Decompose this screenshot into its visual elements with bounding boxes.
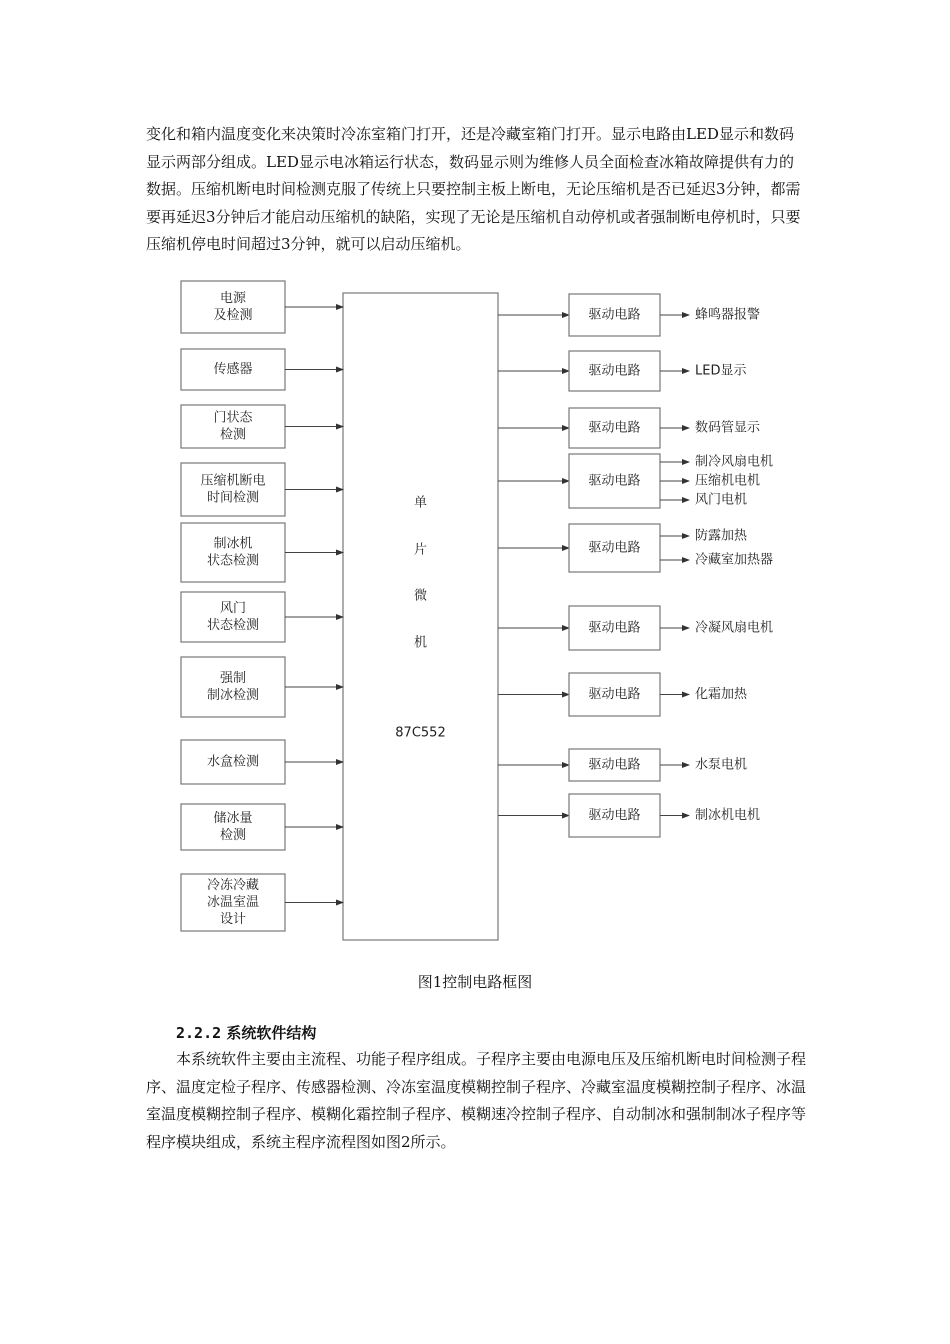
input-block	[181, 281, 285, 333]
driver-circuit-label: 驱动电路	[588, 420, 641, 436]
input-block-label: 冰温室温	[206, 895, 260, 910]
mcu-label-char: 片	[413, 542, 428, 558]
output-target-label: 制冷风扇电机	[695, 454, 774, 470]
figure-caption: 图1控制电路框图	[417, 973, 533, 991]
input-block	[181, 657, 285, 717]
output-target-label: 冷凝风扇电机	[695, 620, 774, 636]
mcu-model-label: 87C552	[395, 725, 446, 741]
driver-circuit-label: 驱动电路	[588, 757, 641, 773]
output-target-label: 制冰机电机	[695, 808, 761, 823]
section-title: 系统软件结构	[226, 1024, 317, 1042]
output-target-label: 冷藏室加热器	[695, 552, 774, 568]
input-block-label: 检测	[219, 427, 247, 443]
output-target-label: 防露加热	[695, 528, 748, 544]
input-block-label: 时间检测	[206, 490, 260, 506]
section-heading	[176, 1022, 316, 1043]
input-block-label: 风门	[219, 601, 247, 616]
mcu-label-char: 单	[413, 495, 428, 511]
output-target-label: 化霜加热	[695, 687, 748, 702]
driver-circuit-label: 驱动电路	[588, 540, 641, 556]
input-block-label: 检测	[219, 828, 247, 843]
input-block	[181, 523, 285, 582]
input-block-label: 状态检测	[206, 618, 260, 633]
driver-circuit-label: 驱动电路	[588, 687, 641, 702]
output-target-label: 风门电机	[695, 492, 748, 508]
output-target-label: 数码管显示	[695, 420, 761, 436]
driver-circuit-label: 驱动电路	[588, 473, 641, 489]
paragraph-software-structure: 本系统软件主要由主流程、功能子程序组成。子程序主要由电源电压及压缩机断电时间检测子程序、温度定检子程序、传感器检测、冷冻室温度模糊控制子程序、冷藏室温度模糊控制子程序、冰温室温度模糊控制子程序、模糊化霜控制子程序、模糊速冷控制子程序、自动制冰和强制制冰子程序等程序模块组成，系统主程序流程图如图2所示。	[146, 1050, 807, 1151]
input-block-label: 门状态	[213, 410, 253, 426]
mcu-label-char: 微	[413, 588, 428, 604]
driver-circuit-label: 驱动电路	[588, 307, 641, 323]
output-target-label: 压缩机电机	[695, 473, 761, 489]
input-block-label: 状态检测	[206, 553, 260, 569]
driver-circuit-label: 驱动电路	[588, 808, 641, 823]
input-block-label: 设计	[219, 912, 247, 927]
input-block-label: 储冰量	[213, 811, 253, 826]
paragraph-intro: 变化和箱内温度变化来决策时冷冻室箱门打开，还是冷藏室箱门打开。显示电路由LED显示和数码显示两部分组成。LED显示电冰箱运行状态，数码显示则为维修人员全面检查冰箱故障提供有力的数据。压缩机断电时间检测克服了传统上只要控制主板上断电，无论压缩机是否已延迟3分钟，都需要再延迟3分钟后才能启动压缩机的缺陷，实现了无论是压缩机自动停机或者强制断电停机时，只要压缩机停电时间超过3分钟，就可以启动压缩机。	[146, 125, 801, 253]
input-block	[181, 592, 285, 642]
output-target-label: 蜂鸣器报警	[695, 307, 761, 323]
section-number: 2.2.2	[176, 1024, 222, 1042]
output-target-label: LED显示	[695, 363, 747, 379]
driver-circuit-label: 驱动电路	[588, 620, 641, 636]
input-block	[181, 463, 285, 516]
input-block-label: 及检测	[213, 308, 253, 323]
input-block-label: 电源	[219, 291, 247, 306]
output-target-label: 水泵电机	[695, 757, 748, 773]
input-block-label: 冷冻冷藏	[206, 878, 260, 893]
input-block-label: 制冰机	[213, 536, 253, 552]
input-block-label: 制冰检测	[206, 688, 260, 703]
mcu-block	[343, 293, 498, 940]
input-block-label: 传感器	[213, 362, 253, 377]
input-block-label: 强制	[219, 671, 247, 686]
input-block-label: 水盒检测	[206, 754, 260, 770]
mcu-label-char: 机	[413, 635, 428, 651]
driver-circuit-label: 驱动电路	[588, 363, 641, 379]
input-block-label: 压缩机断电	[200, 473, 266, 489]
